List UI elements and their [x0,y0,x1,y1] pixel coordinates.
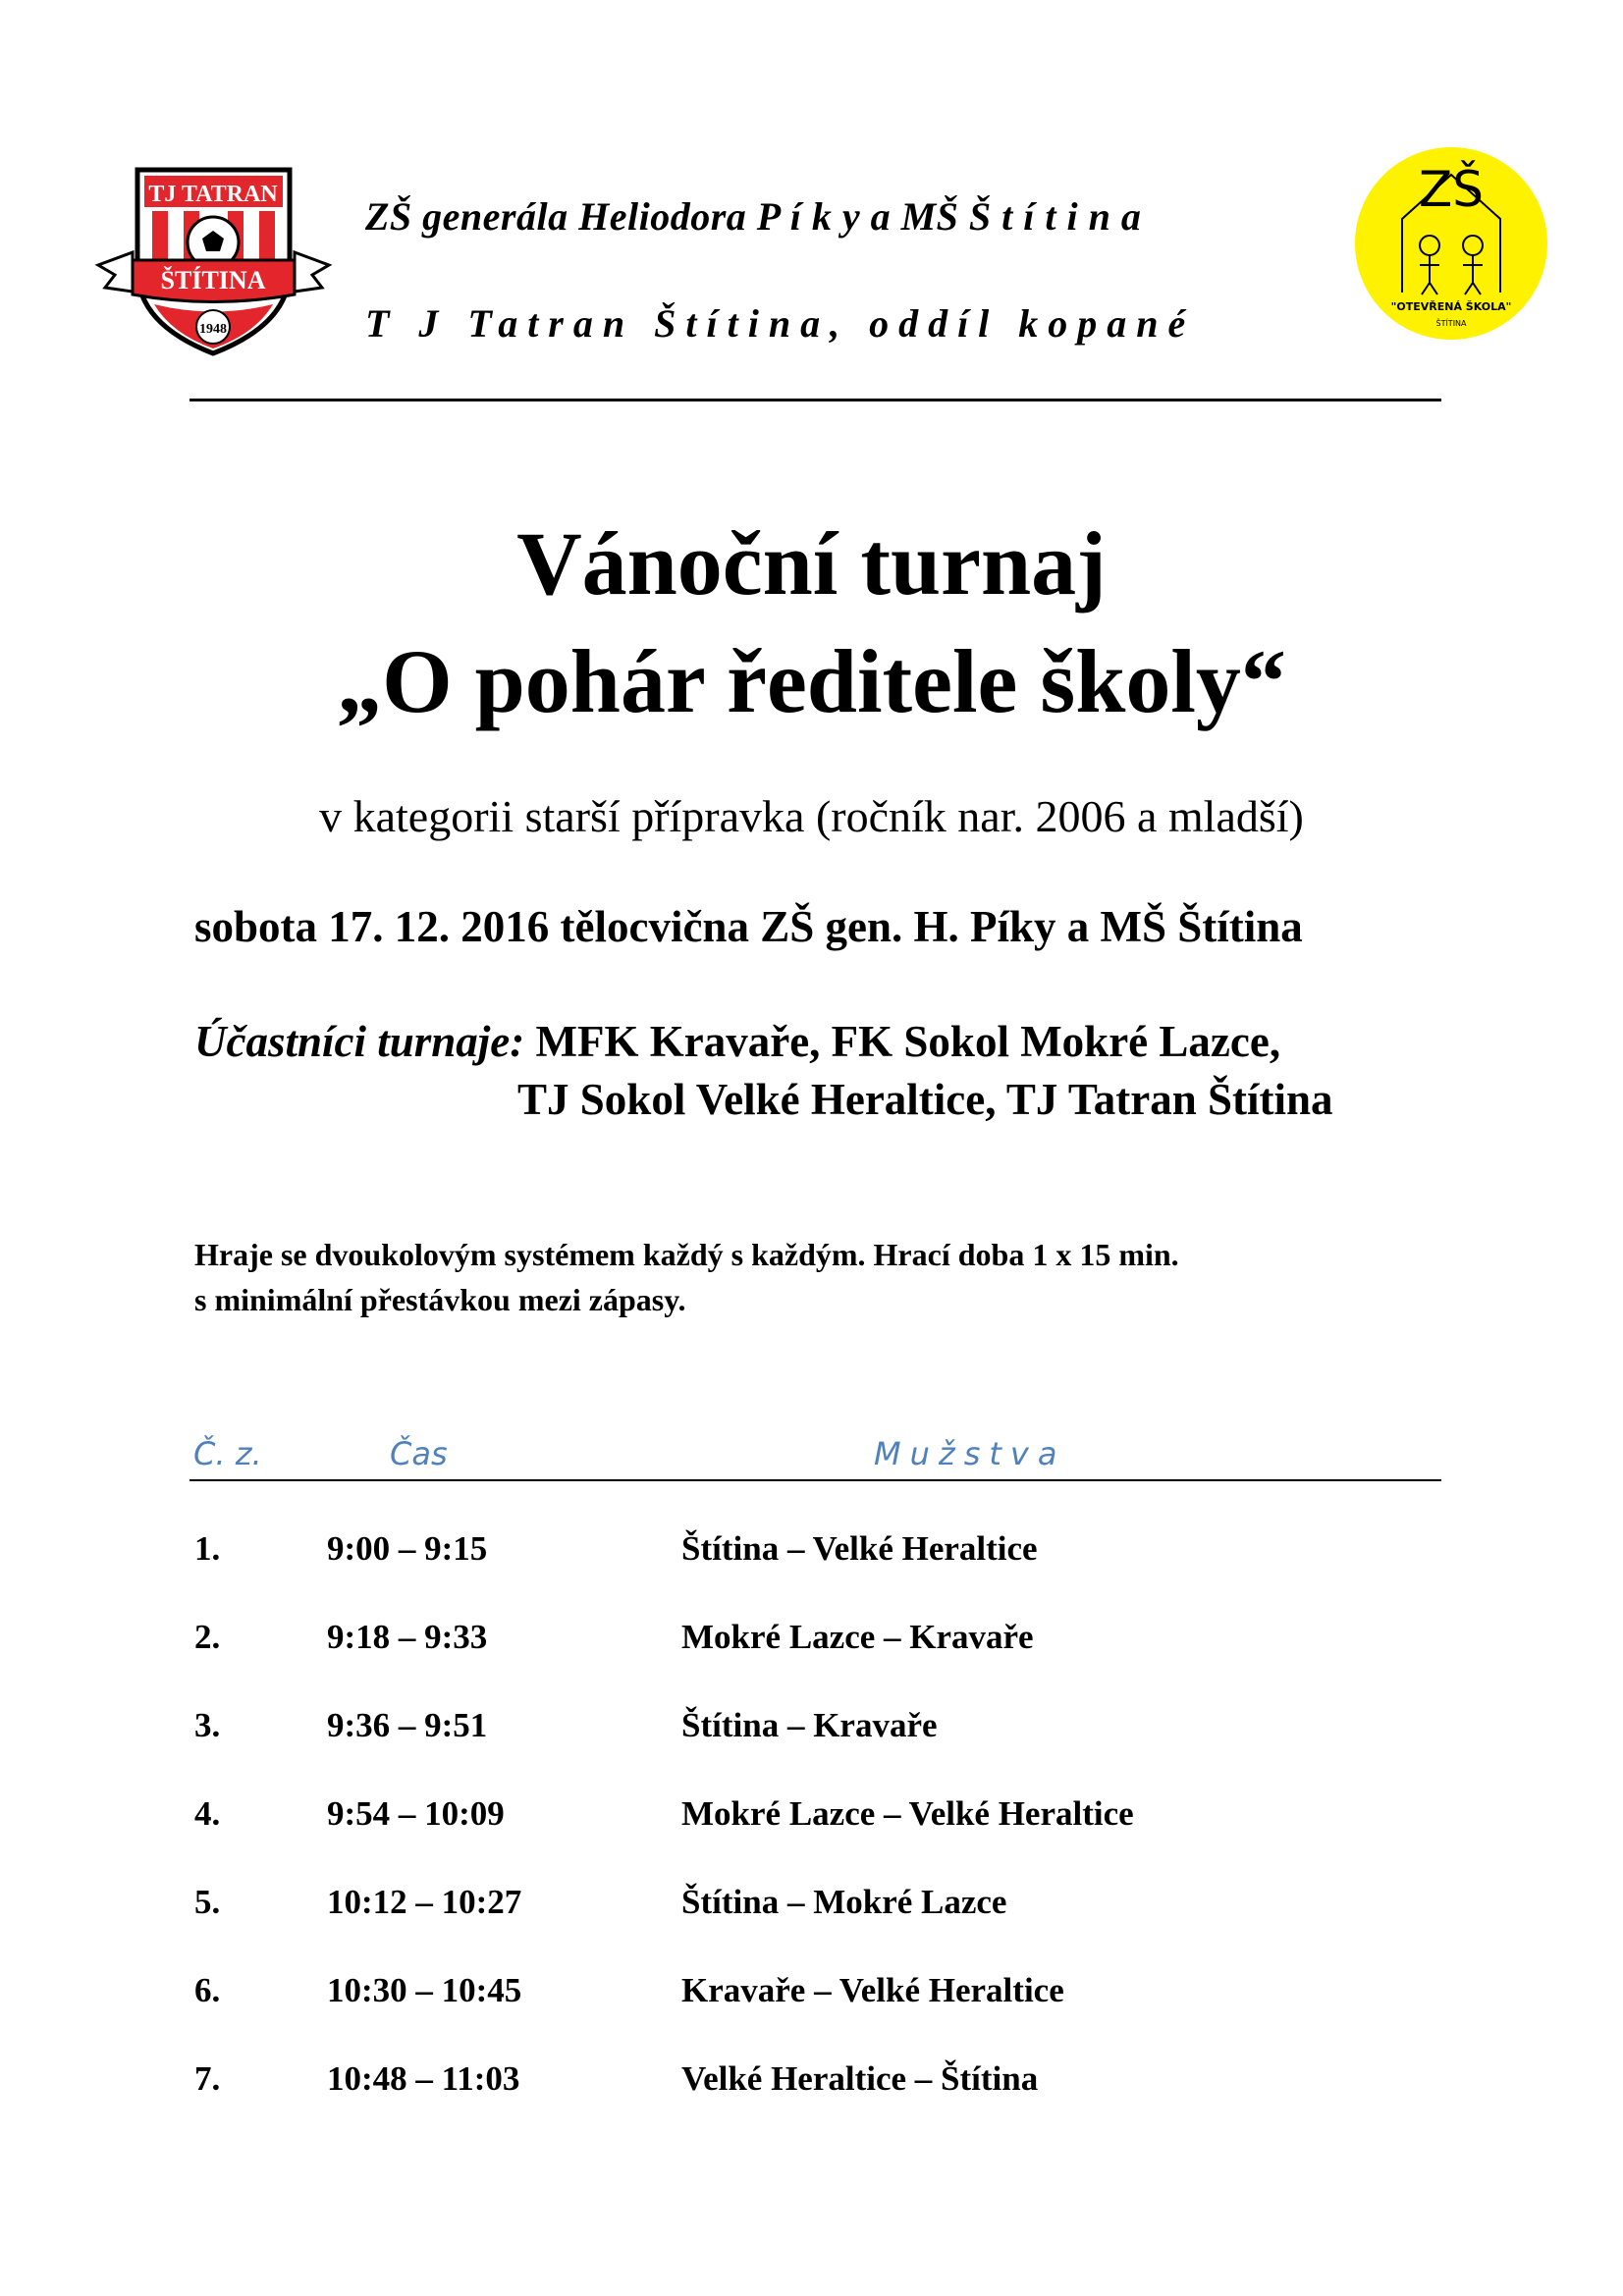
table-row [0,2059,1623,2118]
club-logo-top-text: TJ TATRAN [148,182,278,207]
match-teams: Štítina – Velké Heraltice [681,1529,1038,1568]
table-row [0,1971,1623,2030]
participants-line-1 [194,1016,1280,1067]
match-number: 3. [194,1706,221,1744]
table-row [0,1883,1623,1942]
date-location: sobota 17. 12. 2016 tělocvična ZŠ gen. H. Píky a MŠ Štítina [194,902,1303,951]
match-teams: Štítina – Kravaře [681,1706,938,1744]
match-number: 4. [194,1794,221,1833]
match-number: 2. [194,1618,221,1656]
table-row [0,1794,1623,1853]
table-row [0,1618,1623,1677]
school-logo-banner: "OTEVŘENÁ ŠKOLA" [1390,300,1512,313]
match-teams: Štítina – Mokré Lazce [681,1883,1007,1921]
match-time: 10:48 – 11:03 [327,2059,520,2098]
table-divider [189,1479,1441,1481]
header-time: Čas [390,1435,448,1472]
school-logo-letters: ZŠ [1419,161,1484,218]
header-teams: Mužstva [874,1435,1066,1472]
page-title: Vánoční turnaj [516,513,1107,614]
category-text: v kategorii starší přípravka (ročník nar. 2006 a mladší) [319,791,1304,841]
header-school-name: ZŠ generála Heliodora P í k y a MŠ Š t í t i n a [365,194,1142,239]
match-time: 9:00 – 9:15 [327,1529,488,1568]
page-subtitle: „O pohár ředitele školy“ [337,631,1286,731]
match-time: 10:12 – 10:27 [327,1883,522,1921]
match-teams: Mokré Lazce – Velké Heraltice [681,1794,1134,1833]
table-row [0,1529,1623,1588]
match-number: 5. [194,1883,221,1921]
club-logo-year: 1948 [199,322,227,337]
club-logo-bottom-text: ŠTÍTINA [160,266,266,294]
participants-label: Účastníci turnaje: [194,1017,525,1066]
table-row [0,1706,1623,1765]
match-time: 9:36 – 9:51 [327,1706,488,1744]
match-teams: Mokré Lazce – Kravaře [681,1618,1034,1656]
match-number: 1. [194,1529,221,1568]
match-teams: Velké Heraltice – Štítina [681,2059,1039,2098]
match-number: 6. [194,1971,221,2009]
match-time: 10:30 – 10:45 [327,1971,522,2009]
header-club-name: T J Tatran Štítina, oddíl kopané [365,301,1196,346]
match-time: 9:54 – 10:09 [327,1794,505,1833]
match-number: 7. [194,2059,221,2098]
school-logo [1353,145,1549,342]
match-time: 9:18 – 9:33 [327,1618,488,1656]
school-logo-place: ŠTÍTINA [1435,319,1467,328]
club-logo [93,162,334,358]
rules-line-2: s minimální přestávkou mezi zápasy. [194,1282,686,1317]
match-teams: Kravaře – Velké Heraltice [681,1971,1064,2009]
rules-line-1: Hraje se dvoukolovým systémem každý s každým. Hrací doba 1 x 15 min. [194,1237,1179,1272]
header-divider [189,399,1441,401]
header-match-number: Č. z. [193,1435,262,1472]
participants-teams-2: TJ Sokol Velké Heraltice, TJ Tatran Štítina [517,1075,1333,1124]
participants-teams-1: MFK Kravaře, FK Sokol Mokré Lazce, [535,1017,1281,1066]
